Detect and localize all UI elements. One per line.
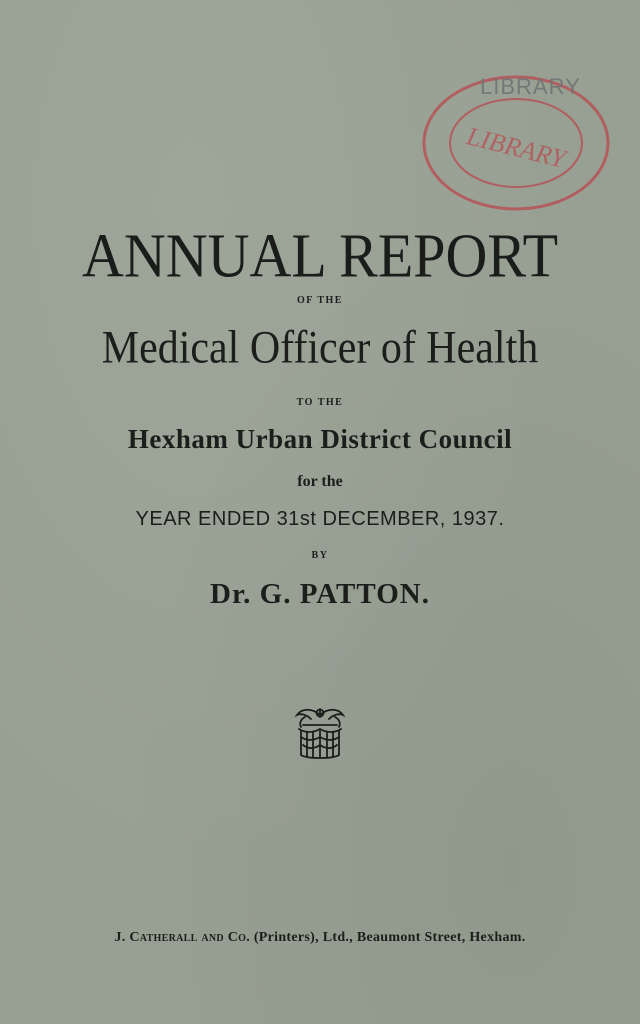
of-the-label: OF THE [297, 295, 343, 306]
report-period: YEAR ENDED 31st DECEMBER, 1937. [135, 508, 505, 530]
to-the-label: TO THE [296, 397, 344, 408]
fleuron-ornament-icon [291, 703, 349, 761]
for-the-label: for the [297, 473, 343, 490]
stamp-header-text: LIBRARY [480, 74, 581, 99]
printer-address: (Printers), Ltd., Beaumont Street, Hexham. [253, 930, 526, 945]
author-name: Dr. G. PATTON. [210, 578, 430, 610]
report-title: ANNUAL REPORT [81, 220, 559, 291]
printer-name: J. Catherall and Co. [114, 930, 251, 945]
council-name: Hexham Urban District Council [127, 424, 513, 454]
printer-imprint [0, 930, 640, 946]
by-label: BY [311, 550, 329, 561]
report-subject: Medical Officer of Health [101, 322, 539, 374]
stamp-ring-text: LIBRARY [463, 121, 569, 174]
